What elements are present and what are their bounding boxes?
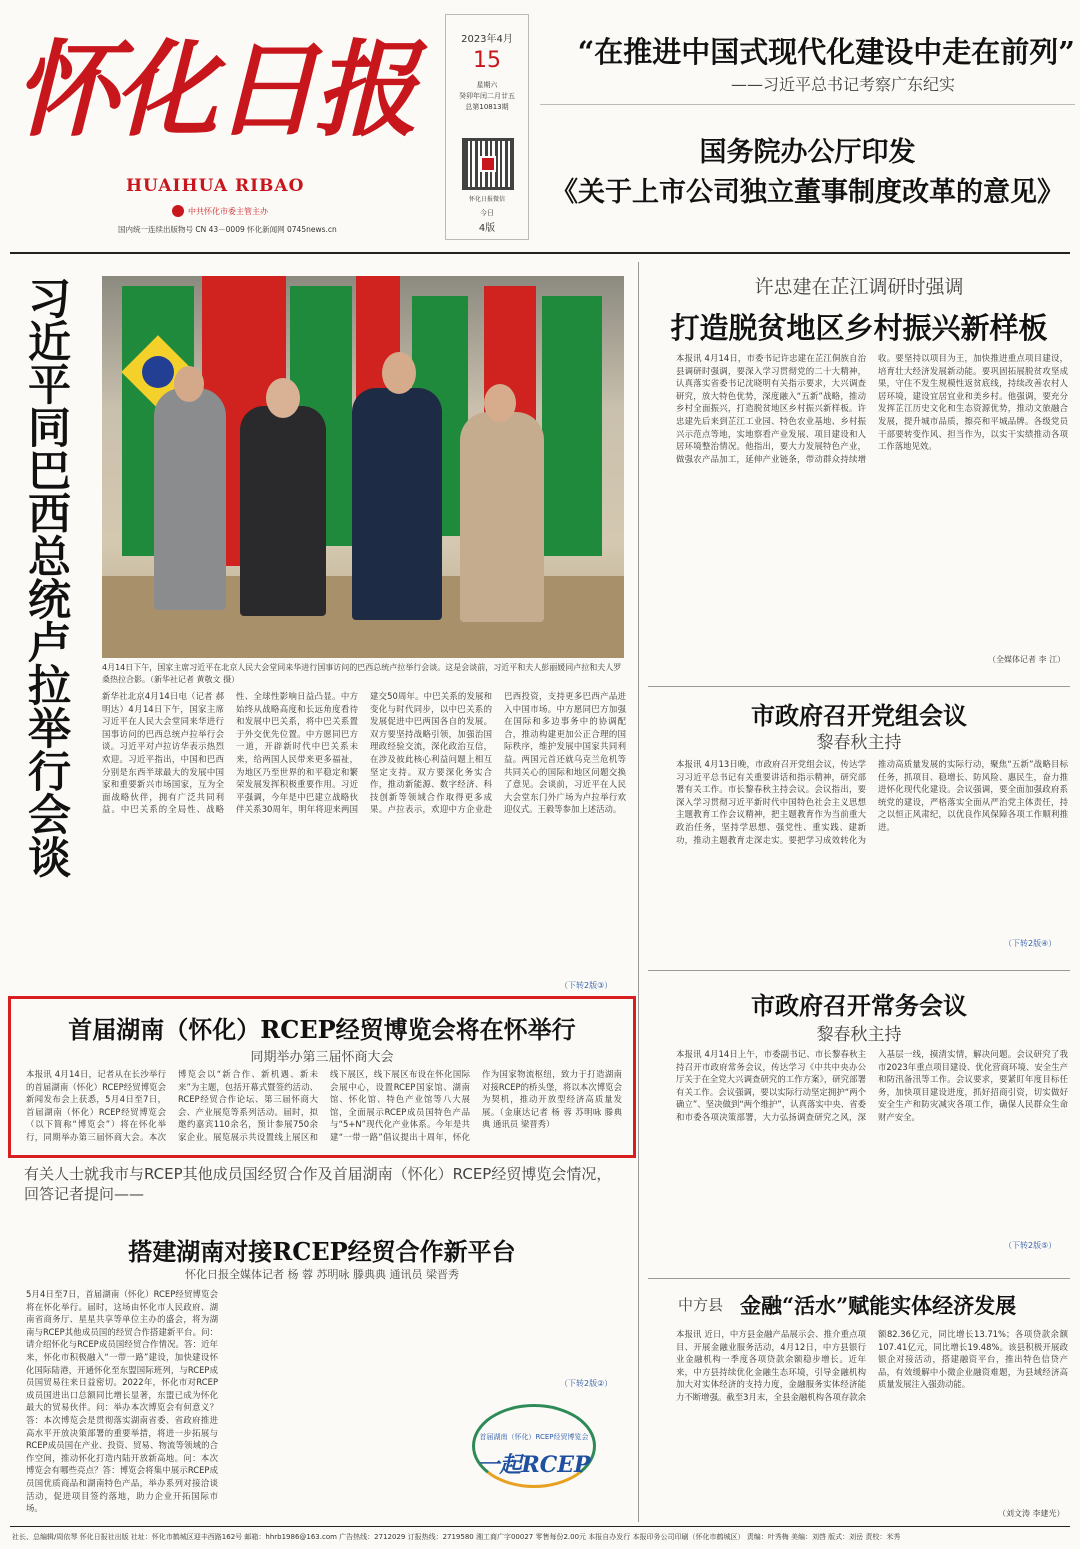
lead-photo-caption: 4月14日下午，国家主席习近平在北京人民大会堂同来华进行国事访问的巴西总统卢拉举行会谈。这是会谈前，习近平和夫人彭丽媛同卢拉和夫人罗桑热拉合影。（新华社记者 黄敬文 摄） — [102, 663, 622, 684]
masthead-title: 怀化日报 — [14, 28, 415, 151]
footer-rule — [10, 1526, 1070, 1527]
person-figure — [460, 412, 544, 622]
divider — [648, 1278, 1070, 1279]
divider — [540, 104, 1075, 105]
platform-continue-note[interactable]: （下转2版②） — [560, 1379, 613, 1388]
finance-title[interactable]: 金融“活水”赋能实体经济发展 — [740, 1293, 1017, 1318]
person-head — [382, 352, 416, 394]
rcep-body: 本报讯 4月14日，记者从在长沙举行的首届湖南（怀化）RCEP经贸博览会新闻发布会上获悉，5月4日至7日，首届湖南（怀化）RCEP经贸博览会（以下简称“博览会”）将在怀化举行，同期举办第三届怀商大会。本次博览会以“新合作、新机遇、新未来”为主题，包括开幕式暨签约活动、RCEP经贸合作论坛、第三届怀商大会、产业展览等系列活动。届时，拟邀约嘉宾110余名，预计参展750余家企业。展览展示共设置线上展区和线下展区，线下展区布设在怀化国际会展中心，设置RCEP国家馆、湖南馆、怀化馆、特色产业馆等八大展馆，全面展示RCEP成员国特色产品与“5+N”现代化产业体系。今年是共建“一带一路”倡议提出十周年，怀化作为国家物流枢纽，致力于打造湖南对接RCEP的桥头堡，将以本次博览会为契机，推动开放型经济高质量发展。（金康达记者 杨 蓉 苏明咏 滕典典 通讯员 梁晋秀） — [26, 1069, 622, 1142]
party-meeting-continue-note[interactable]: （下转2版④） — [1004, 939, 1057, 948]
issue-number: 总第10813期 — [465, 103, 509, 111]
executive-meeting-continue-note[interactable]: （下转2版⑤） — [1004, 1241, 1057, 1250]
date-year-month: 2023年4月 — [461, 34, 513, 45]
person-figure — [240, 406, 326, 616]
divider — [648, 970, 1070, 971]
qr-caption: 怀化日报微信 — [468, 196, 505, 203]
person-figure — [352, 388, 442, 620]
page-count: 4版 — [478, 223, 496, 234]
date-day: 15 — [473, 48, 501, 73]
date-lunar: 癸卯年闰二月廿五 — [459, 92, 515, 100]
person-figure — [154, 388, 226, 610]
executive-meeting-body: 本报讯 4月14日上午，市委副书记、市长黎春秋主持召开市政府常务会议，传达学习《中共中央办公厅关于在全党大兴调查研究的工作方案》，研究部署有关工作。会议强调，要以实际行动坚定拥护“两个确立”、坚决做到“两个维护”，认真落实中央、省委和市委各项决策部署，大力弘扬调查研究之风，深入基层一线，摸清实情，解决问题。会议研究了我市2023年重点项目建设、优化营商环境、安全生产和防汛备汛等工作。会议要求，要紧盯年度目标任务，加快项目建设进度，抓好招商引资，切实做好安全生产和防灾减灾各项工作，确保人民群众生命财产安全。 — [676, 1049, 1068, 1122]
party-meeting-body: 本报讯 4月13日晚，市政府召开党组会议，传达学习习近平总书记有关重要讲话和指示精神，研究部署有关工作。市长黎春秋主持会议。会议指出，要深入学习贯彻习近平新时代中国特色社会主义思想主题教育工作会议精神，把主题教育作为当前重大政治任务，坚持学思想、强党性、重实践、建新功，推动主题教育走深走实。要把学习成效转化为推动高质量发展的实际行动，聚焦“五新”战略目标任务，抓项目、稳增长、防风险、惠民生，奋力推进怀化现代化建设。会议强调，要全面加强政府系统党的建设，严格落实全面从严治党主体责任，持之以恒正风肃纪，以优良作风保障各项工作顺利推进。 — [676, 759, 1068, 845]
rcep-expo-logo — [450, 1396, 618, 1520]
top-story1-subtitle: ——习近平总书记考察广东纪实 — [730, 75, 955, 94]
platform-intro: 有关人士就我市与RCEP其他成员国经贸合作及首届湖南（怀化）RCEP经贸博览会情况，回答记者提问—— — [24, 1165, 612, 1203]
masthead-sponsor: 中共怀化市委主管主办 — [188, 207, 268, 216]
logo-main-text: 一起RCEP — [477, 1452, 591, 1478]
executive-meeting-subtitle: 黎春秋主持 — [816, 1025, 902, 1045]
footer-imprint: 社长、总编辑/周依琴 怀化日报社出版 社址：怀化市鹤城区迎丰西路162号 邮箱：hhrb1986@163.com 广告热线：2712029 订报热线：2719580 湘工商广字00027 零售每份2.00元 本报自办发行 本报印务公司印刷（怀化市鹤城区） 责编：叶秀梅 美编：刘啓 版式：刘岳 责校：米秀 — [12, 1533, 901, 1541]
rcep-title[interactable]: 首届湖南（怀化）RCEP经贸博览会将在怀举行 — [68, 1015, 576, 1044]
masthead-registration: 国内统一连续出版物号 CN 43－0009 怀化新闻网 0745news.cn — [118, 225, 337, 234]
masthead-pinyin: HUAIHUA RIBAO — [126, 176, 305, 196]
today-label: 今日 — [480, 209, 494, 217]
finance-body: 本报讯 近日，中方县金融产品展示会、推介重点项目、开展金融业服务活动，4月12日，中方县银行业金融机构一季度各项贷款余额稳步增长。近年来，中方县持续优化金融生态环境，引导金融机构加大对实体经济的支持力度，金融服务实体经济能力不断增强。截至3月末，全县金融机构各项存款余额82.36亿元，同比增长13.71%；各项贷款余额107.41亿元，同比增长19.48%。该县积极开展政银企对接活动，搭建融资平台，推出特色信贷产品，有效缓解中小微企业融资难题，为县域经济高质量发展注入强劲动能。 — [676, 1329, 1068, 1402]
rural-body: 本报讯 4月14日，市委书记许忠建在芷江侗族自治县调研时强调，要深入学习贯彻党的二十大精神，认真落实省委书记沈晓明有关指示要求，大兴调查研究，放大特色优势，深度融入“五新”战略，推动乡村全面振兴，打造脱贫地区乡村振兴新样板。许忠建先后来到芷江工业园、特色农业基地、乡村振兴示范点等地，实地察看产业发展、项目建设和人居环境整治情况。他指出，要大力发展特色产业，做强农产品加工，延伸产业链条，带动群众持续增收。要坚持以项目为王，加快推进重点项目建设，培育壮大经济发展新动能。要巩固拓展脱贫攻坚成果，守住不发生规模性返贫底线，持续改善农村人居环境，建设宜居宜业和美乡村。他强调，要充分发挥芷江历史文化和生态资源优势，推动文旅融合发展，提升城市品质，擦亮和平城品牌。各级党员干部要转变作风、担当作为，以实干实绩推动各项工作落地见效。 — [676, 353, 1068, 464]
rural-kicker: 许忠建在芷江调研时强调 — [754, 276, 964, 298]
party-meeting-subtitle: 黎春秋主持 — [816, 733, 902, 753]
person-head — [174, 366, 204, 402]
brazil-flag-globe — [142, 356, 174, 388]
qr-logo-icon — [480, 156, 496, 172]
party-emblem-icon — [172, 205, 184, 217]
party-meeting-title[interactable]: 市政府召开党组会议 — [751, 701, 967, 730]
logo-top-text: 首届湖南（怀化）RCEP经贸博览会 — [479, 1433, 589, 1441]
top-story2-line1[interactable]: 国务院办公厅印发 — [699, 137, 916, 168]
brazil-flag-icon — [542, 296, 602, 556]
platform-title[interactable]: 搭建湖南对接RCEP经贸合作新平台 — [128, 1237, 516, 1266]
lead-photo — [102, 276, 624, 658]
person-head — [266, 378, 300, 418]
masthead-rule — [10, 252, 1070, 254]
platform-byline: 怀化日报全媒体记者 杨 蓉 苏明咏 滕典典 通讯员 梁晋秀 — [185, 1268, 459, 1281]
finance-kicker: 中方县 — [678, 1296, 724, 1314]
lead-vertical-title[interactable]: 习近平同巴西总统卢拉举行会谈 — [21, 276, 71, 878]
top-story1-title[interactable]: “在推进中国式现代化建设中走在前列” — [577, 35, 1075, 69]
masthead — [0, 0, 1080, 246]
rural-title[interactable]: 打造脱贫地区乡村振兴新样板 — [670, 311, 1048, 345]
finance-credit: （刘文涛 李建光） — [998, 1509, 1065, 1518]
lead-story-body: 新华社北京4月14日电（记者 郝明达）4月14日下午，国家主席习近平在人民大会堂同来华进行国事访问的巴西总统卢拉举行会谈。习近平对卢拉访华表示热烈欢迎。习近平指出，中国和巴西分别是东西半球最大的发展中国家和重要新兴市场国家，互为全面战略伙伴，拥有广泛共同利益。中巴关系的全局性、战略性、全球性影响日益凸显。中方始终从战略高度和长远角度看待和发展中巴关系，将中巴关系置于外交优先位置。中方愿同巴方一道，开辟新时代中巴关系未来，给两国人民带来更多福祉，为地区乃至世界的和平稳定和繁荣发展发挥积极重要作用。习近平强调，今年是中巴建立战略伙伴关系30周年，明年将迎来两国建交50周年。中巴关系的发展和变化与时代同步，以中巴关系的发展促进中巴两国各自的发展。双方要坚持战略引领，加强治国理政经验交流，深化政治互信，在涉及彼此核心利益问题上相互坚定支持。双方要深化务实合作，推动新能源、数字经济、科技创新等领域合作取得更多成果。卢拉表示，欢迎中方企业赴巴西投资，支持更多巴西产品进入中国市场。中方愿同巴方加强在国际和多边事务中的协调配合，推动构建更加公正合理的国际秩序，维护发展中国家共同利益。两国元首还就乌克兰危机等共同关心的国际和地区问题交换了意见。会谈前，习近平在人民大会堂东门外广场为卢拉举行欢迎仪式。王毅等参加上述活动。 — [102, 691, 626, 815]
column-divider — [638, 262, 639, 1522]
rural-credit: （全媒体记者 李 江） — [988, 655, 1066, 664]
platform-body: 5月4日至7日，首届湖南（怀化）RCEP经贸博览会将在怀化举行。届时，这场由怀化市人民政府、湖南省商务厅、星星共享等单位主办的盛会，将为湖南与RCEP其他成员国的经贸合作搭建新平台。问：请介绍怀化与RCEP成员国经贸合作情况。答：近年来，怀化市积极融入“一带一路”建设，加快建设怀化国际陆港，开通怀化至东盟国际班列，与RCEP成员国贸易往来日益密切。2022年，怀化市对RCEP成员国进出口总额同比增长显著，东盟已成为怀化最大的贸易伙伴。问：举办本次博览会有何意义？答：本次博览会是贯彻落实湖南省委、省政府推进高水平开放决策部署的重要举措，将进一步拓展与RCEP成员国在产业、投资、贸易、物流等领域的合作空间，推动怀化打造内陆开放新高地。问：本次博览会有哪些亮点？答：博览会将集中展示RCEP成员国优质商品和湖南特色产品，举办系列对接洽谈活动，促进项目签约落地，助力企业开拓国际市场。 — [26, 1289, 218, 1514]
divider — [648, 686, 1070, 687]
rcep-subtitle: 同期举办第三届怀商大会 — [250, 1050, 394, 1065]
lead-continue-note[interactable]: （下转2版③） — [560, 981, 613, 990]
top-story2-line2[interactable]: 《关于上市公司独立董事制度改革的意见》 — [551, 177, 1064, 208]
executive-meeting-title[interactable]: 市政府召开常务会议 — [751, 991, 967, 1020]
person-head — [484, 384, 516, 422]
date-weekday: 星期六 — [476, 81, 498, 89]
